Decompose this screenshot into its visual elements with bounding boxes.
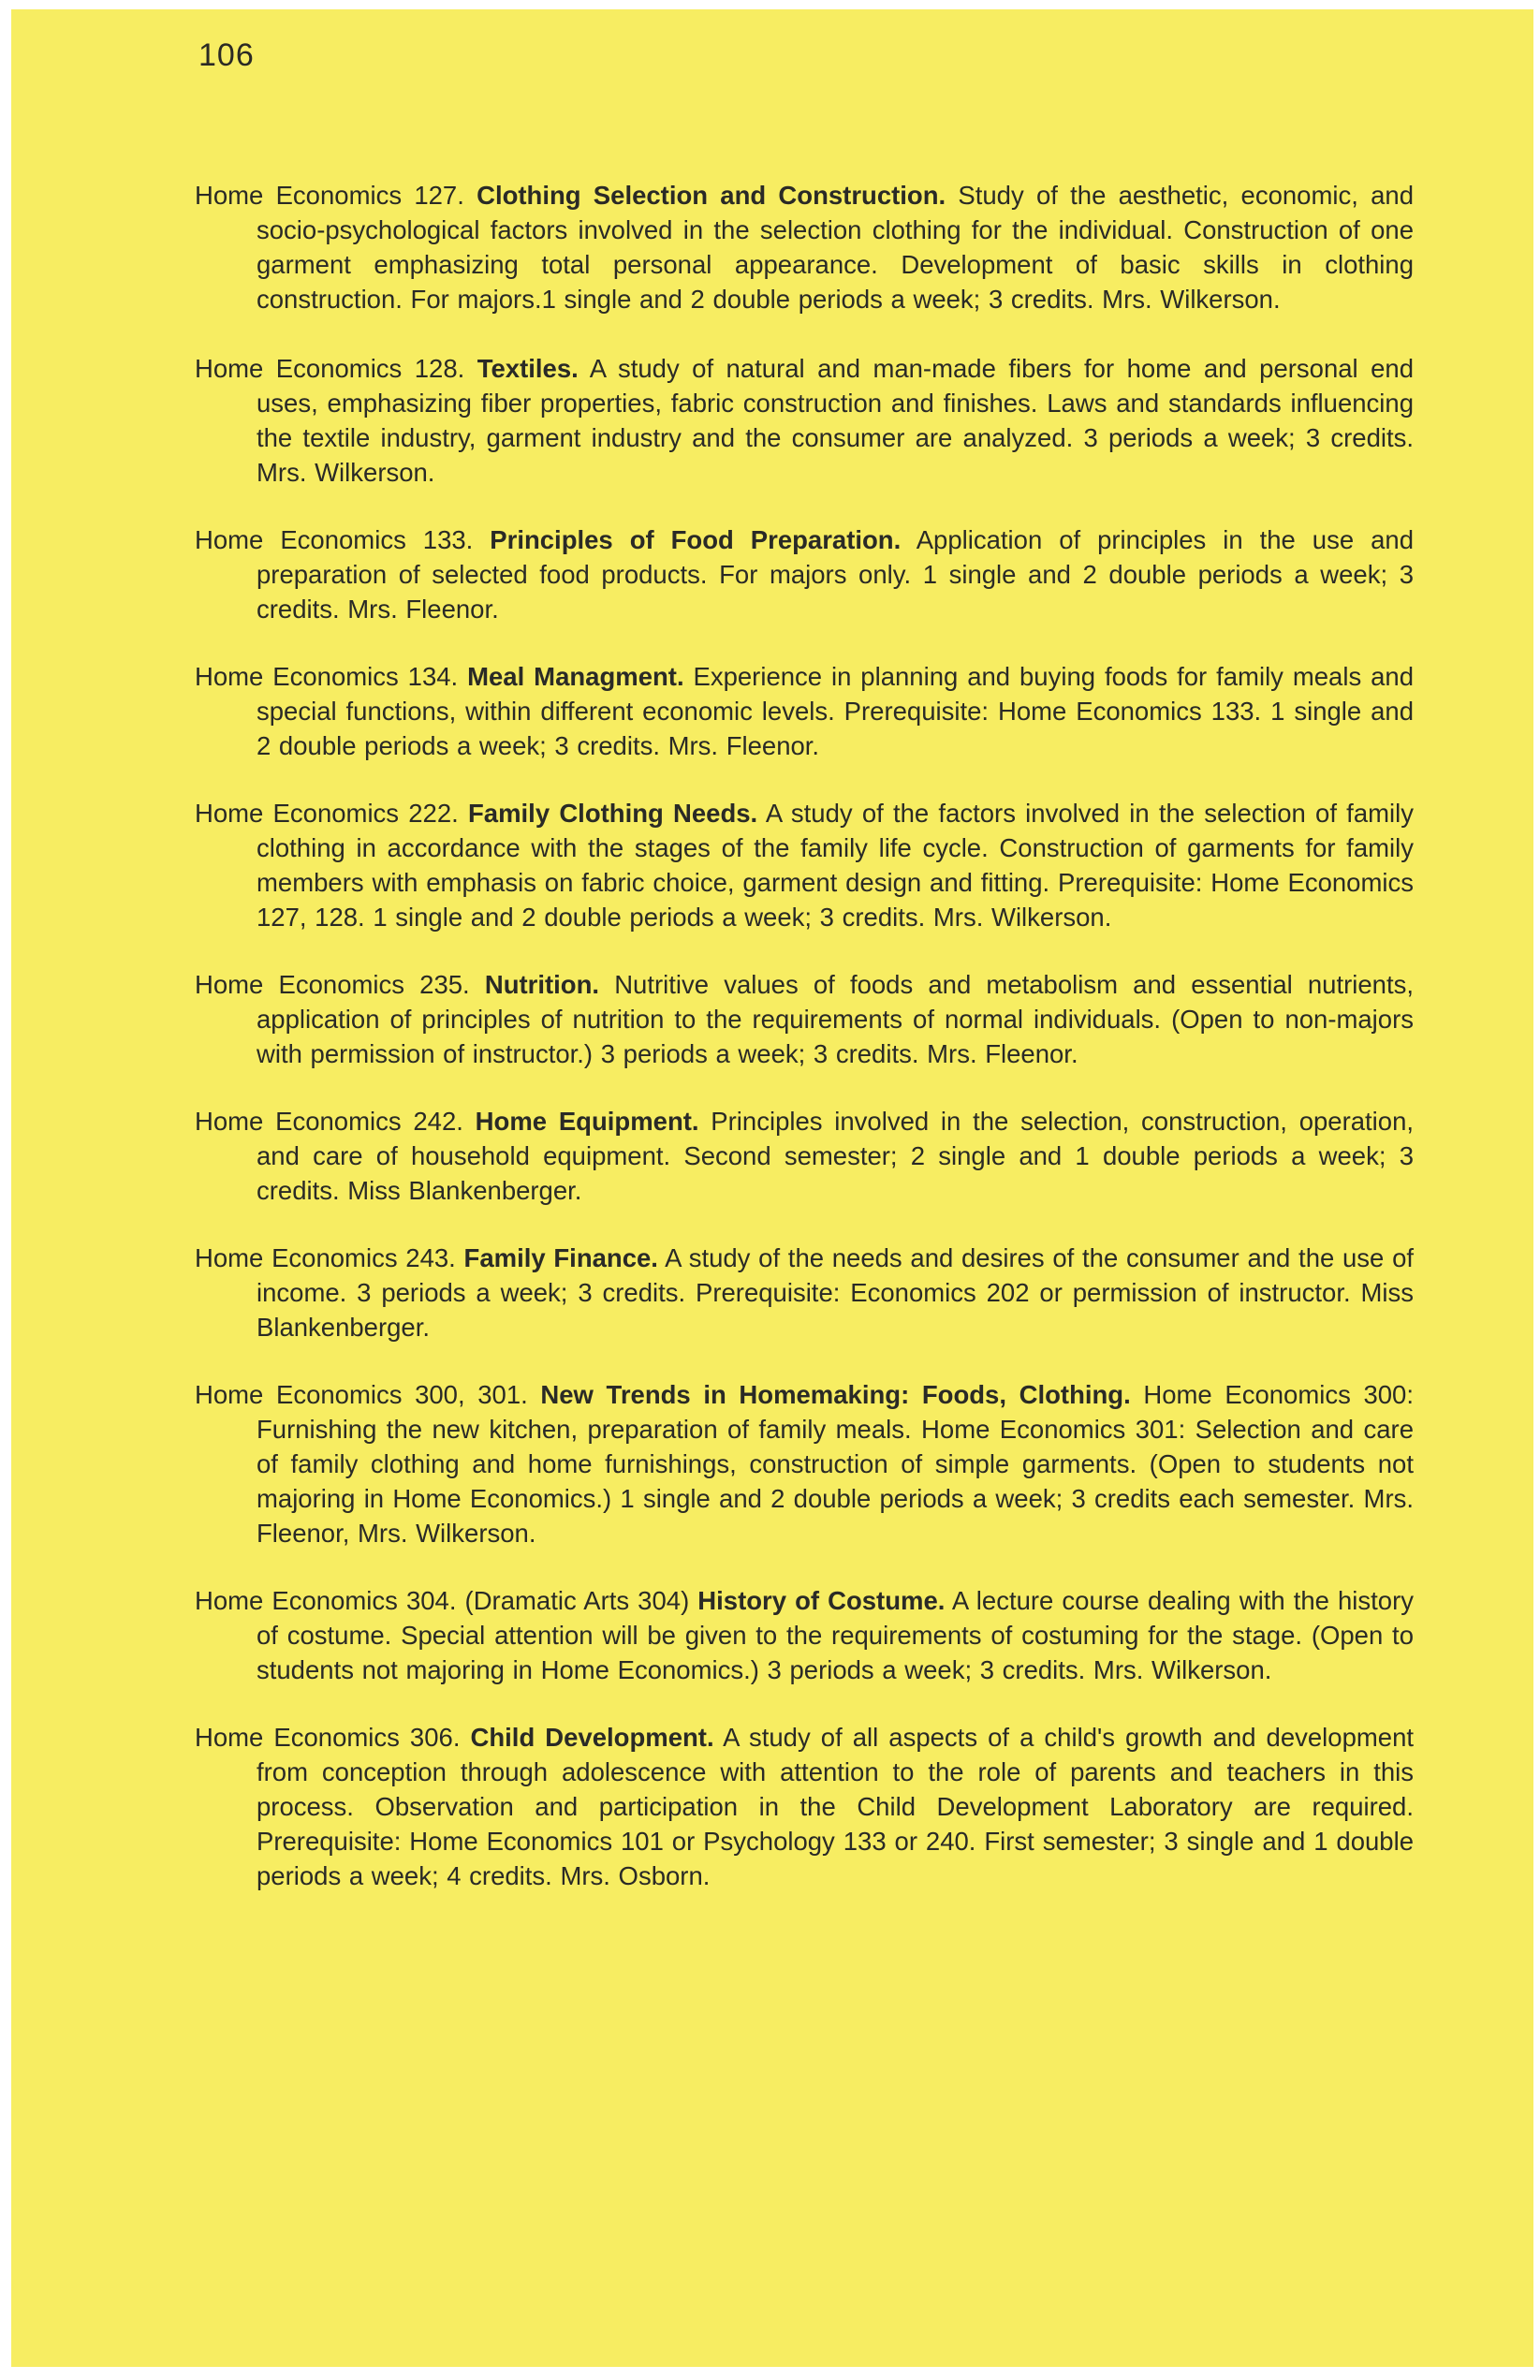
course-entry-133 (195, 522, 1414, 626)
course-description: A study of all aspects of a child's growth and development from conception through adolescence with attention to the role of parents and teachers in this process. Observation and participation in the Child Development Laboratory are required. Prerequisite: Home Economics 101 or Psychology 133 or 240. First semester; 3 single and 1 double periods a week; 4 credits. Mrs. Osborn. (257, 1723, 1414, 1890)
course-description: A study of the factors involved in the selection of family clothing in accordance with the stages of the family life cycle. Construction of garments for family members with emphasis on fabric choice, garment design and fitting. Prerequisite: Home Economics 127, 128. 1 single and 2 double periods a week; 3 credits. Mrs. Wilkerson. (257, 799, 1414, 932)
course-entry-243 (195, 1241, 1414, 1344)
course-number: Home Economics 243. (195, 1243, 464, 1272)
course-entry-306 (195, 1720, 1414, 1893)
course-list (195, 178, 1414, 1893)
course-entry-235 (195, 967, 1414, 1071)
course-number: Home Economics 133. (195, 525, 491, 554)
course-number: Home Economics 235. (195, 970, 485, 999)
course-entry-304 (195, 1583, 1414, 1687)
course-description: Application of principles in the use and preparation of selected food products. For majors only. 1 single and 2 double periods a week; 3 credits. Mrs. Fleenor. (257, 525, 1414, 624)
course-title: Family Clothing Needs. (468, 799, 758, 828)
course-title: Textiles. (477, 354, 579, 383)
course-number: Home Economics 300, 301. (195, 1380, 541, 1409)
course-entry-222 (195, 796, 1414, 934)
course-description: Study of the aesthetic, economic, and socio-psychological factors involved in the selection clothing for the individual. Construction of one garment emphasizing total personal appearance. Development of basic skills in clothing construction. For majors.1 single and 2 double periods a week; 3 credits. Mrs. Wilkerson. (257, 181, 1414, 314)
course-title: Child Development. (470, 1723, 714, 1752)
course-number: Home Economics 127. (195, 181, 477, 210)
page-number: 106 (198, 37, 255, 73)
course-description: Principles involved in the selection, construction, operation, and care of household equipment. Second semester; 2 single and 1 double periods a week; 3 credits. Miss Blankenberger. (257, 1107, 1415, 1205)
course-title: Clothing Selection and Construction. (477, 181, 946, 210)
course-title: Nutrition. (484, 970, 600, 999)
course-entry-127 (195, 178, 1414, 316)
course-description: A study of natural and man-made fibers for home and personal end uses, emphasizing fiber properties, fabric construction and finishes. Laws and standards influencing the textile industry, garment industry and the consumer are analyzed. 3 periods a week; 3 credits. Mrs. Wilkerson. (257, 354, 1415, 487)
course-entry-128 (195, 351, 1414, 490)
course-description: Nutritive values of foods and metabolism and essential nutrients, application of principles of nutrition to the requirements of normal individuals. (Open to non-majors with permission of instructor.) 3 periods a week; 3 credits. Mrs. Fleenor. (257, 970, 1415, 1068)
course-number: Home Economics 304. (Dramatic Arts 304) (195, 1586, 698, 1615)
course-title: New Trends in Homemaking: Foods, Clothing. (540, 1380, 1131, 1409)
course-entry-134 (195, 659, 1414, 763)
course-description: A study of the needs and desires of the consumer and the use of income. 3 periods a week; 3 credits. Prerequisite: Economics 202 or permission of instructor. Miss Blankenberger. (257, 1243, 1414, 1342)
course-number: Home Economics 134. (195, 662, 468, 691)
course-title: Family Finance. (463, 1243, 658, 1272)
course-entry-242 (195, 1104, 1414, 1208)
course-title: History of Costume. (697, 1586, 946, 1615)
course-description: Home Economics 300: Furnishing the new kitchen, preparation of family meals. Home Economics 301: Selection and care of family clothing and home furnishings, construction of simple garments. (Open to students not majoring in Home Economics.) 1 single and 2 double periods a week; 3 credits each semester. Mrs. Fleenor, Mrs. Wilkerson. (257, 1380, 1414, 1548)
course-entry-300-301 (195, 1377, 1414, 1550)
course-number: Home Economics 306. (195, 1723, 471, 1752)
course-title: Home Equipment. (475, 1107, 699, 1136)
course-number: Home Economics 222. (195, 799, 468, 828)
course-description: A lecture course dealing with the history of costume. Special attention will be given to the requirements of costuming for the stage. (Open to students not majoring in Home Economics.) 3 periods a week; 3 credits. Mrs. Wilkerson. (257, 1586, 1414, 1684)
course-description: Experience in planning and buying foods for family meals and special functions, within different economic levels. Prerequisite: Home Economics 133. 1 single and 2 double periods a week; 3 credits. Mrs. Fleenor. (257, 662, 1414, 760)
course-title: Meal Managment. (467, 662, 684, 691)
course-number: Home Economics 242. (195, 1107, 476, 1136)
course-number: Home Economics 128. (195, 354, 477, 383)
course-title: Principles of Food Preparation. (490, 525, 902, 554)
catalog-page (11, 9, 1533, 2367)
